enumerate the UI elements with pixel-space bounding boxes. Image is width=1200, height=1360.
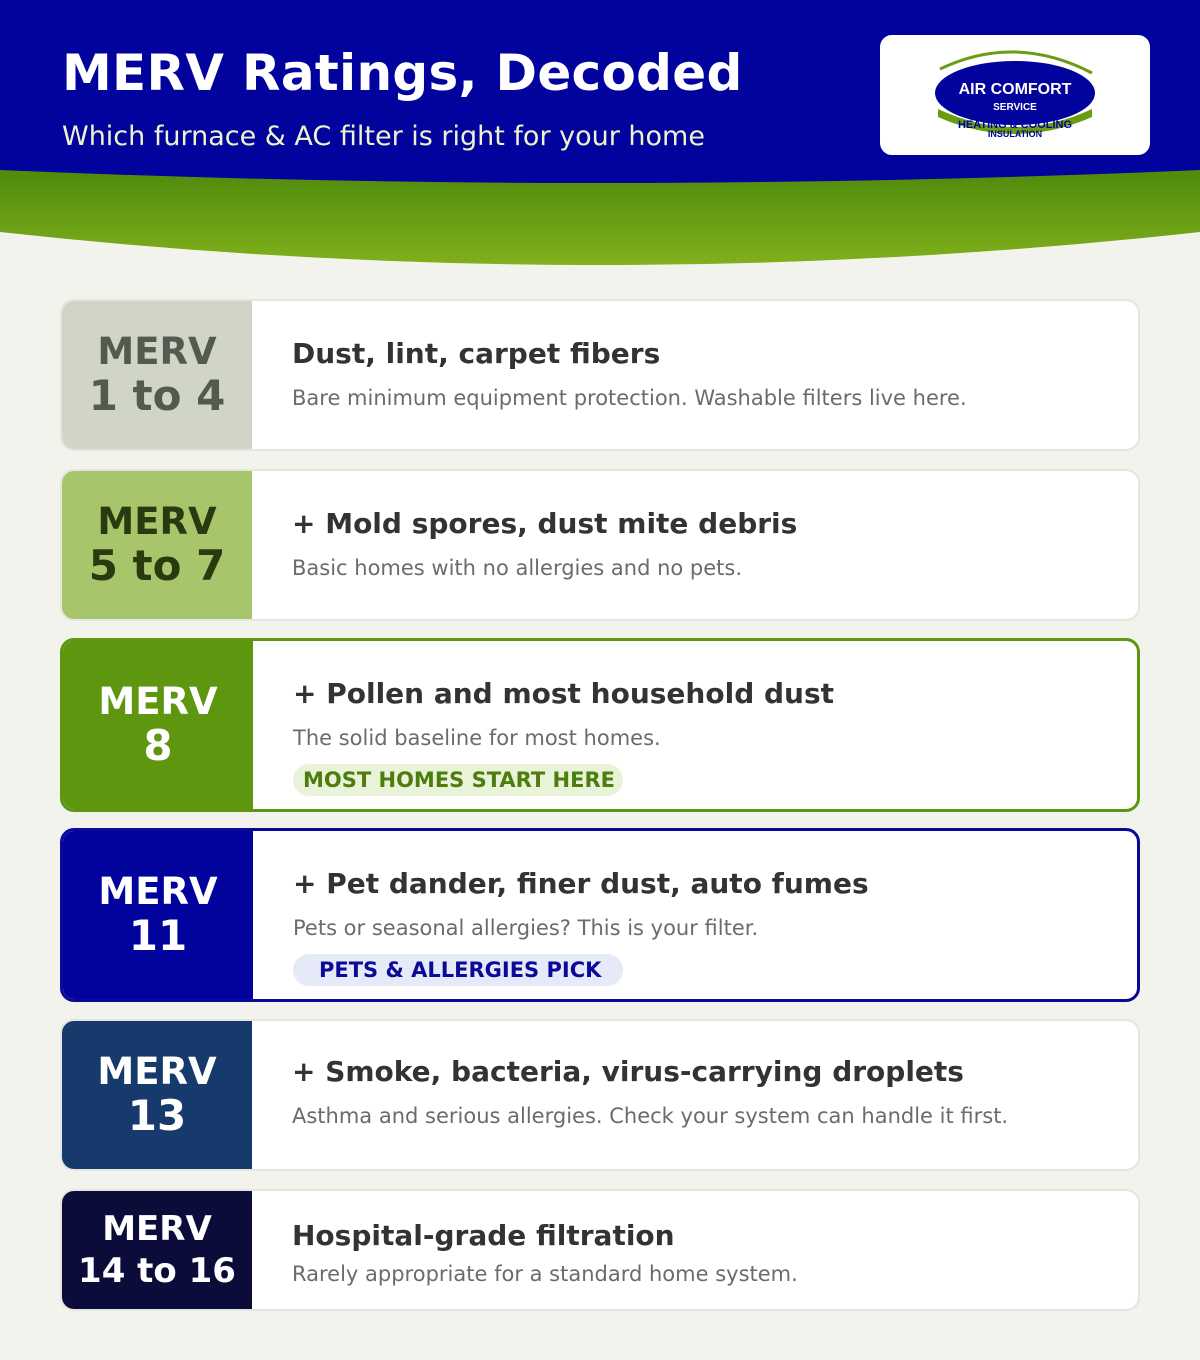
card-description: Bare minimum equipment protection. Washable filters live here. — [292, 386, 967, 410]
card-heading: + Pet dander, finer dust, auto fumes — [293, 867, 869, 900]
logo-line4: INSULATION — [987, 129, 1043, 139]
badge-label: MERV — [97, 499, 217, 543]
page-subtitle: Which furnace & AC filter is right for your home — [62, 121, 705, 152]
card-heading: Dust, lint, carpet fibers — [292, 337, 661, 370]
card-description: Rarely appropriate for a standard home system. — [292, 1262, 798, 1286]
merv-card-1-to-4 — [60, 299, 1140, 451]
merv-card-8 — [60, 638, 1140, 812]
merv-card-5-to-7 — [60, 469, 1140, 621]
logo-line3: HEATING & COOLING — [957, 119, 1073, 131]
card-heading: + Mold spores, dust mite debris — [292, 507, 798, 540]
company-logo — [880, 35, 1150, 155]
badge-label: MERV — [97, 1049, 217, 1093]
merv-badge — [62, 301, 252, 449]
card-description: Pets or seasonal allergies? This is your filter. — [293, 916, 759, 940]
merv-card-14-to-16 — [60, 1189, 1140, 1311]
badge-range: 8 — [143, 721, 173, 771]
logo-line1: AIR COMFORT — [958, 81, 1072, 98]
card-description: The solid baseline for most homes. — [293, 726, 661, 750]
card-heading: + Pollen and most household dust — [293, 677, 835, 710]
merv-badge — [63, 831, 253, 999]
merv-badge — [63, 641, 253, 809]
card-description: Asthma and serious allergies. Check your system can handle it first. — [292, 1104, 1009, 1128]
page-title: MERV Ratings, Decoded — [62, 44, 743, 102]
recommendation-tag: MOST HOMES START HERE — [293, 764, 623, 796]
badge-range: 14 to 16 — [78, 1251, 236, 1291]
merv-badge — [62, 471, 252, 619]
merv-card-13 — [60, 1019, 1140, 1171]
recommendation-tag: PETS & ALLERGIES PICK — [293, 954, 623, 986]
badge-label: MERV — [98, 869, 218, 913]
card-heading: + Smoke, bacteria, virus-carrying droplets — [292, 1055, 964, 1088]
badge-label: MERV — [97, 329, 217, 373]
card-heading: Hospital-grade filtration — [292, 1219, 675, 1252]
card-description: Basic homes with no allergies and no pets. — [292, 556, 743, 580]
header-banner — [0, 0, 1200, 270]
badge-range: 11 — [128, 911, 188, 961]
badge-label: MERV — [102, 1208, 212, 1249]
merv-badge — [62, 1021, 252, 1169]
badge-range: 13 — [127, 1091, 187, 1141]
badge-range: 1 to 4 — [88, 371, 226, 421]
merv-card-11 — [60, 828, 1140, 1002]
logo-line2: SERVICE — [993, 102, 1037, 113]
merv-badge — [62, 1191, 252, 1309]
badge-label: MERV — [98, 679, 218, 723]
badge-range: 5 to 7 — [88, 541, 226, 591]
